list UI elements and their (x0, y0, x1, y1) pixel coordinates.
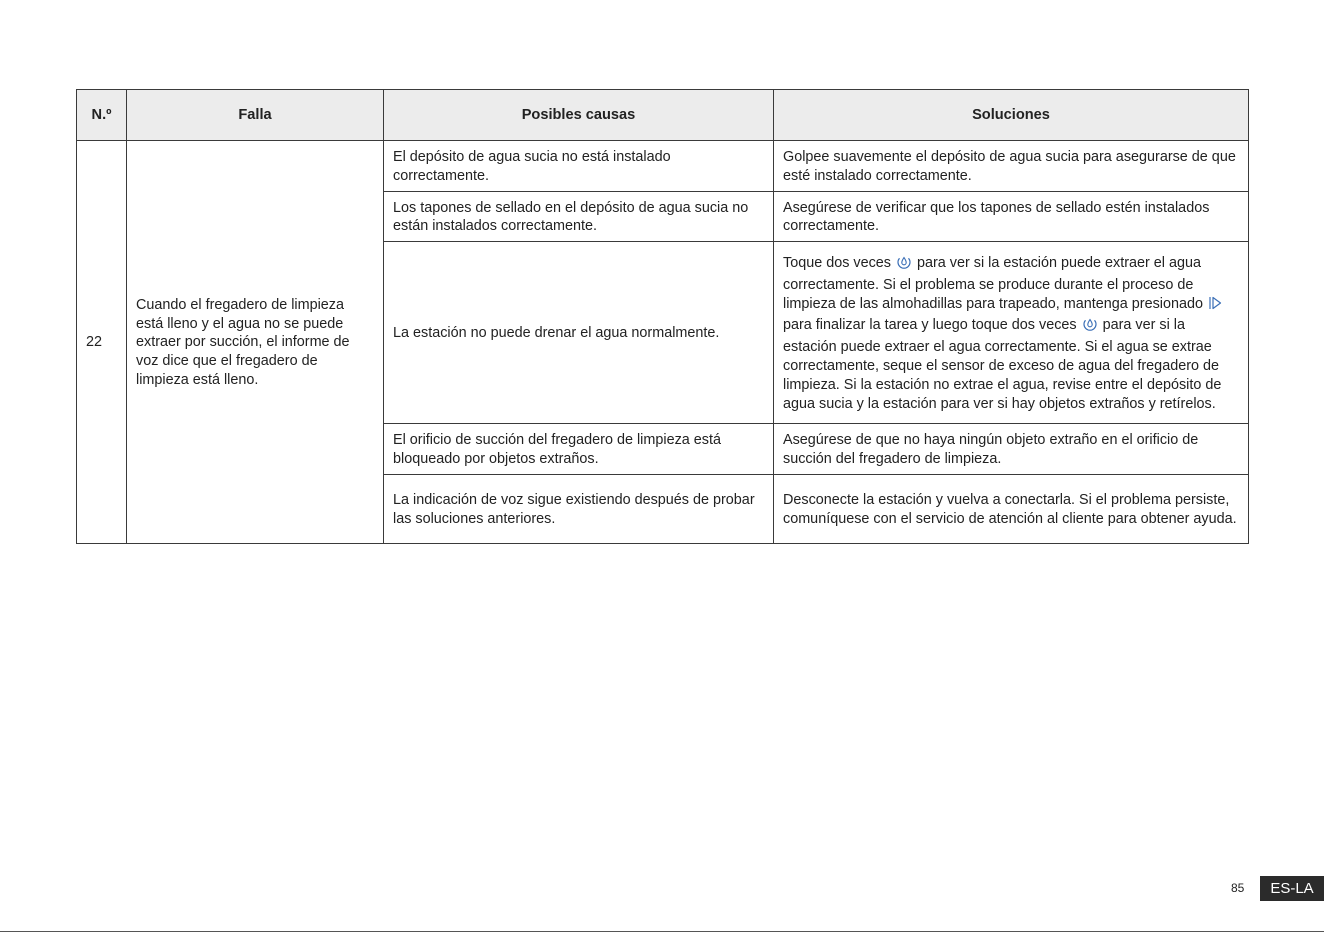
water-drain-icon (1082, 316, 1098, 338)
cause-cell: El depósito de agua sucia no está instalado correctamente. (384, 141, 774, 192)
solution-text: para ver si la estación puede extraer el agua correctamente. Si el agua se extrae correctamente, seque el sensor de exceso de agua del fregadero de limpieza. Si la estación no extrae el agua, revise entre el depósito de agua sucia y la estación para ver si hay objetos extraños y retírelos. (783, 317, 1222, 412)
cause-cell: La indicación de voz sigue existiendo después de probar las soluciones anteriores. (384, 474, 774, 543)
solution-cell: Asegúrese de que no haya ningún objeto extraño en el orificio de succión del fregadero de limpieza. (774, 424, 1249, 475)
cause-cell: El orificio de succión del fregadero de limpieza está bloqueado por objetos extraños. (384, 424, 774, 475)
table-header-row (77, 90, 1249, 141)
fault-description: Cuando el fregadero de limpieza está lleno y el agua no se puede extraer por succión, el informe de voz dice que el fregadero de limpieza está lleno. (127, 141, 384, 544)
solution-cell: Golpee suavemente el depósito de agua sucia para asegurarse de que esté instalado correctamente. (774, 141, 1249, 192)
header-causes: Posibles causas (384, 90, 774, 141)
header-num: N.º (77, 90, 127, 141)
solution-cell (774, 242, 1249, 424)
page-number: 85 (1231, 881, 1245, 895)
cause-cell: Los tapones de sellado en el depósito de agua sucia no están instalados correctamente. (384, 191, 774, 242)
cause-cell: La estación no puede drenar el agua normalmente. (384, 242, 774, 424)
solution-text: para ver si la estación puede extraer el agua correctamente. Si el problema se produce durante el proceso de limpieza de las almohadillas para trapeado, mantenga presionado (783, 255, 1203, 312)
table-row (77, 141, 1249, 192)
header-solutions: Soluciones (774, 90, 1249, 141)
solution-text: para finalizar la tarea y luego toque dos veces (783, 317, 1077, 334)
water-drain-icon (896, 254, 912, 276)
header-fault: Falla (127, 90, 384, 141)
solution-text: Toque dos veces (783, 255, 891, 271)
solution-cell: Asegúrese de verificar que los tapones de sellado estén instalados correctamente. (774, 191, 1249, 242)
language-badge: ES-LA (1260, 876, 1324, 901)
troubleshooting-table (76, 89, 1249, 544)
fault-number: 22 (77, 141, 127, 544)
bottom-divider (0, 931, 1324, 932)
solution-cell: Desconecte la estación y vuelva a conectarla. Si el problema persiste, comuníquese con el servicio de atención al cliente para obtener ayuda. (774, 474, 1249, 543)
play-pause-icon (1208, 295, 1222, 317)
